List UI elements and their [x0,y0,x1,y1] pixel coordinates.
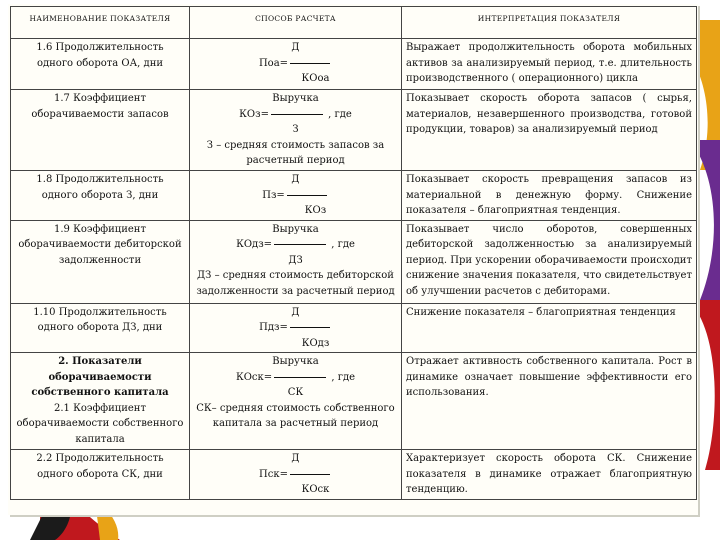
calc-formula: Д Пдз= КОдз [190,303,402,353]
interpretation-text: Показывает число оборотов, совершенных дебиторской задолженностью за анализируемый период. При ускорении оборачиваемости происходит снижение значения показателя, что свидетельствует об улучшении расчетов с дебиторами. [402,220,697,303]
table-row [11,303,697,353]
calc-formula: Выручка КОз= , где З З – средняя стоимость запасов за расчетный период [190,90,402,171]
table-row [11,220,697,303]
header-interpretation: ИНТЕРПРЕТАЦИЯ ПОКАЗАТЕЛЯ [402,7,697,39]
interpretation-text: Отражает активность собственного капитала. Рост в динамике означает повышение эффективности его использования. [402,353,697,450]
table-header-row [11,7,697,39]
calc-formula: Д Поа= КОоа [190,39,402,90]
header-name: НАИМЕНОВАНИЕ ПОКАЗАТЕЛЯ [11,7,190,39]
interpretation-text: Показывает скорость превращения запасов из материальной в денежную форму. Снижение показателя – благоприятная тенденция. [402,171,697,221]
indicator-name: 2. Показатели оборачиваемости собственного капитала 2.1 Коэффициент оборачиваемости собственного капитала [11,353,190,450]
section-heading: 2. Показатели оборачиваемости собственного капитала [31,356,169,398]
table-row [11,90,697,171]
indicator-name: 1.10 Продолжительность одного оборота ДЗ, дни [11,303,190,353]
calc-formula: Д Пз= КОз [190,171,402,221]
header-method: СПОСОБ РАСЧЕТА [190,7,402,39]
calc-formula: Д Пск= КОск [190,450,402,500]
indicator-name: 2.2 Продолжительность одного оборота СК, дни [11,450,190,500]
interpretation-text: Характеризует скорость оборота СК. Снижение показателя в динамике отражает благоприятную тенденцию. [402,450,697,500]
indicator-name: 1.8 Продолжительность одного оборота З, дни [11,171,190,221]
interpretation-text: Показывает скорость оборота запасов ( сырья, материалов, незавершенного производства, готовой продукции, товаров) за анализируемый период [402,90,697,171]
calc-formula: Выручка КОдз= , где ДЗ ДЗ – средняя стоимость дебиторской задолженности за расчетный период [190,220,402,303]
indicator-name: 1.6 Продолжительность одного оборота ОА, дни [11,39,190,90]
table-row [11,171,697,221]
calc-formula: Выручка КОск= , где СК СК– средняя стоимость собственного капитала за расчетный период [190,353,402,450]
interpretation-text: Снижение показателя – благоприятная тенденция [402,303,697,353]
indicator-name: 1.9 Коэффициент оборачиваемости дебиторской задолженности [11,220,190,303]
table-row [11,450,697,500]
interpretation-text: Выражает продолжительность оборота мобильных активов за анализируемый период, т.е. длительность производственного ( операционного) цикла [402,39,697,90]
indicator-name: 1.7 Коэффициент оборачиваемости запасов [11,90,190,171]
table-row [11,353,697,450]
table-row [11,39,697,90]
indicators-table [10,6,697,500]
